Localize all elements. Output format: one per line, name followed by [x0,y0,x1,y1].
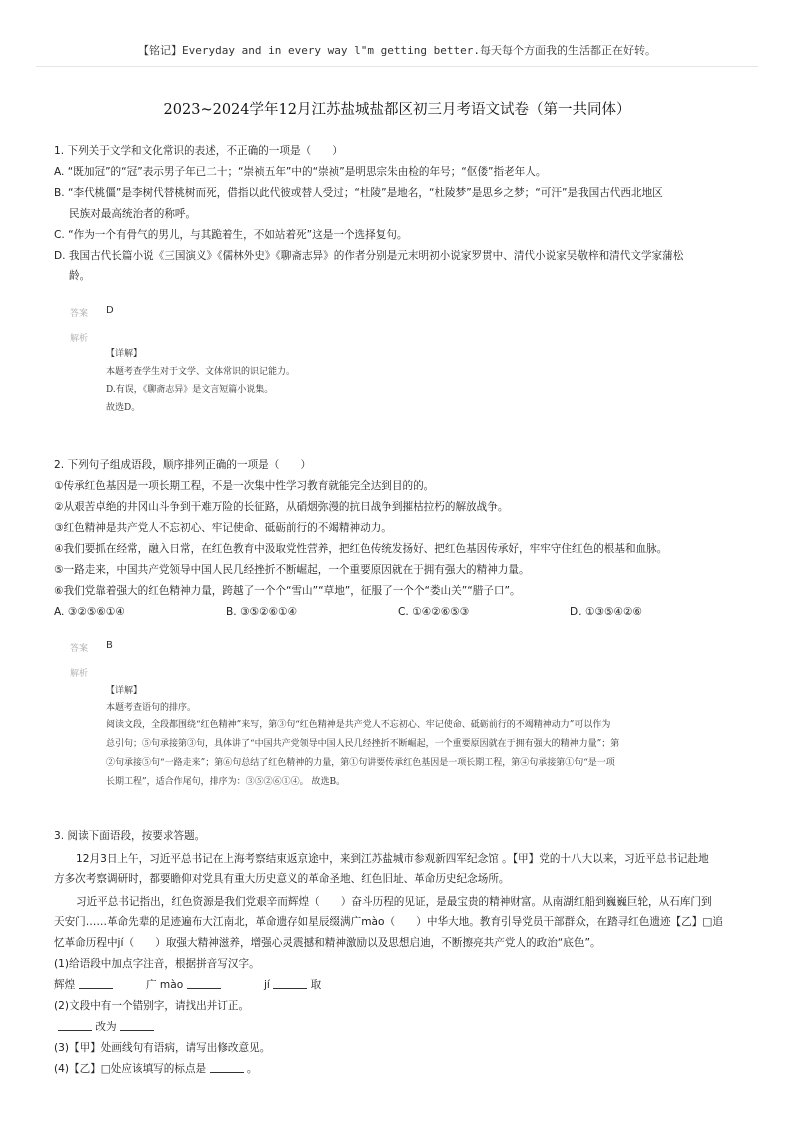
q3-para1: 12月3日上午，习近平总书记在上海考察结束返京途中，来到江苏盐城市参观新四军纪念馆 。【甲】党的十八大以来，习近平总书记赴地 [76,853,709,865]
q3-sub2-mid: 改为 [95,1021,117,1033]
q3-para2: 习近平总书记指出，红色资源是我们党艰辛而辉煌（ ）奋斗历程的见证，是最宝贵的精神财富。从南湖红船到巍巍巨轮，从石库门到 [76,896,712,908]
q2-detail-line: 长期工程”，适合作尾句，排序为：③⑤②⑥①④。 故选B。 [106,777,346,787]
q3-sub4-text: (4)【乙】□处应该填写的标点是 [54,1063,207,1075]
answer-blank[interactable] [210,1062,244,1073]
q1-detail-line: 故选D。 [106,403,141,413]
q3-sub2-prompt: (2)文段中有一个错别字，请找出并订正。 [54,1000,250,1012]
q3-sub1-word-1: 辉煌 [54,979,76,991]
q1-option-c: C. “作为一个有骨气的男儿，与其跪着生，不如站着死”这是一个选择复句。 [54,229,408,241]
q3-para2-cont: 忆革命历程中jí（ ）取强大精神滋养，增强心灵震撼和精神激励以及思想启迪，不断擦亮共产党人的政治“底色”。 [54,937,601,949]
q1-detail-line: 本题考查学生对于文学、文体常识的识记能力。 [106,367,296,377]
q1-analysis-label: 解析 [70,334,89,344]
q2-answer-value: B [106,640,113,651]
q3-sub1-prompt: (1)给语段中加点字注音，根据拼音写汉字。 [54,958,260,970]
header-divider [36,66,758,67]
q2-sentence-6: ⑥我们党靠着强大的红色精神力量，跨越了一个个“雪山”“草地”，征服了一个个“娄山关”“腊子口”。 [54,585,521,597]
q2-answer-label: 答案 [70,644,89,654]
q1-option-a: A. “既加冠”的“冠”表示男子年已二十；“崇祯五年”中的“崇祯”是明思宗朱由检的年号；“伛偻”指老年人。 [54,166,547,178]
answer-blank[interactable] [79,978,113,989]
q2-sentence-5: ⑤一路走来，中国共产党领导中国人民几经挫折不断崛起，一个重要原因就在于拥有强大的精神力量。 [54,564,530,576]
q3-sub1-word-3: jí [263,979,270,991]
q3-stem: 3. 阅读下面语段，按要求答题。 [54,830,206,842]
answer-blank[interactable] [58,1020,92,1031]
answer-blank[interactable] [120,1020,154,1031]
q2-analysis-label: 解析 [70,669,89,679]
q2-detail-line: 阅读文段，全段都围绕“红色精神”来写，第③句“红色精神是共产党人不忘初心、牢记使命、砥砺前行的不竭精神动力”可以作为 [106,720,611,730]
q3-sub1-word-2: 广 mào [145,979,184,991]
q1-detail-line: 【详解】 [106,349,143,359]
q1-option-b: B. “李代桃僵”是李树代替桃树而死，借指以此代彼或替人受过；“杜陵”是地名，“杜陵梦”是思乡之梦；“可汗”是我国古代西北地区 [54,187,663,199]
q2-sentence-1: ①传承红色基因是一项长期工程，不是一次集中性学习教育就能完全达到目的的。 [54,480,435,492]
q2-option-d: D. ①③⑤④②⑥ [570,606,642,618]
q1-answer-label: 答案 [70,309,89,319]
q1-option-d-cont: 龄。 [69,270,91,282]
q1-answer-value: D [106,305,114,316]
q2-option-a: A. ③②⑤⑥①④ [54,606,125,618]
q2-option-b: B. ③⑤②⑥①④ [226,606,297,618]
q3-sub1-word-3b: 取 [310,979,322,991]
q2-sentence-3: ③红色精神是共产党人不忘初心、牢记使命、砥砺前行的不竭精神动力。 [54,522,392,534]
page-title: 2023~2024学年12月江苏盐城盐都区初三月考语文试卷（第一共同体） [163,102,631,118]
answer-blank[interactable] [187,978,221,989]
answer-blank[interactable] [273,978,307,989]
q2-detail-line: 【详解】 [106,686,143,696]
q3-sub3-prompt: (3)【甲】处画线句有语病，请写出修改意见。 [54,1042,271,1054]
q3-sub4-end: 。 [246,1063,258,1075]
q2-option-c: C. ①④②⑥⑤③ [398,606,470,618]
q2-detail-line: ②句承接⑤句“一路走来”；第⑥句总结了红色精神的力量，第①句讲要传承红色基因是一项长期工程，第④句承接第①句“是一项 [106,758,615,768]
q3-para1-cont: 方多次考察调研时，都要瞻仰对党具有重大历史意义的革命圣地、红色旧址、革命历史纪念场所。 [54,873,510,885]
q3-para2-cont: 天安门……革命先辈的足迹遍布大江南北，革命遗存如星辰缀满广mào（ ）中华大地。教育引导党员干部群众，在踏寻红色遗迹【乙】□追 [54,916,723,928]
q1-option-d: D. 我国古代长篇小说《三国演义》《儒林外史》《聊斋志异》的作者分别是元末明初小说家罗贯中、清代小说家吴敬梓和清代文学家蒲松 [54,250,684,262]
header-motto: 【铭记】Everyday and in every way l"m getting better.每天每个方面我的生活都正在好转。 [137,44,656,57]
q3-sub4-prompt [54,1061,257,1077]
q2-sentence-4: ④我们要抓在经常，融入日常，在红色教育中汲取党性营养，把红色传统发扬好、把红色基因传承好，牢牢守住红色的根基和血脉。 [54,543,668,555]
q3-sub2-blanks [58,1019,154,1035]
q2-stem: 2. 下列句子组成语段，顺序排列正确的一项是（ ） [54,459,312,471]
q2-sentence-2: ②从艰苦卓绝的井冈山斗争到干难万险的长征路，从硝烟弥漫的抗日战争到摧枯拉朽的解放战争。 [54,501,509,513]
q1-stem: 1. 下列关于文学和文化常识的表述，不正确的一项是（ ） [54,145,343,157]
q2-detail-line: 本题考查语句的排序。 [106,703,197,713]
q3-sub1-blanks [54,977,321,993]
q1-detail-line: D.有误，《聊斋志异》是文言短篇小说集。 [106,385,274,395]
q1-option-b-cont: 民族对最高统治者的称呼。 [69,208,197,220]
q2-detail-line: 总引句；⑤句承接第③句，具体讲了“中国共产党领导中国人民几经挫折不断崛起，一个重要原因就在于拥有强大的精神力量”；第 [106,739,620,749]
